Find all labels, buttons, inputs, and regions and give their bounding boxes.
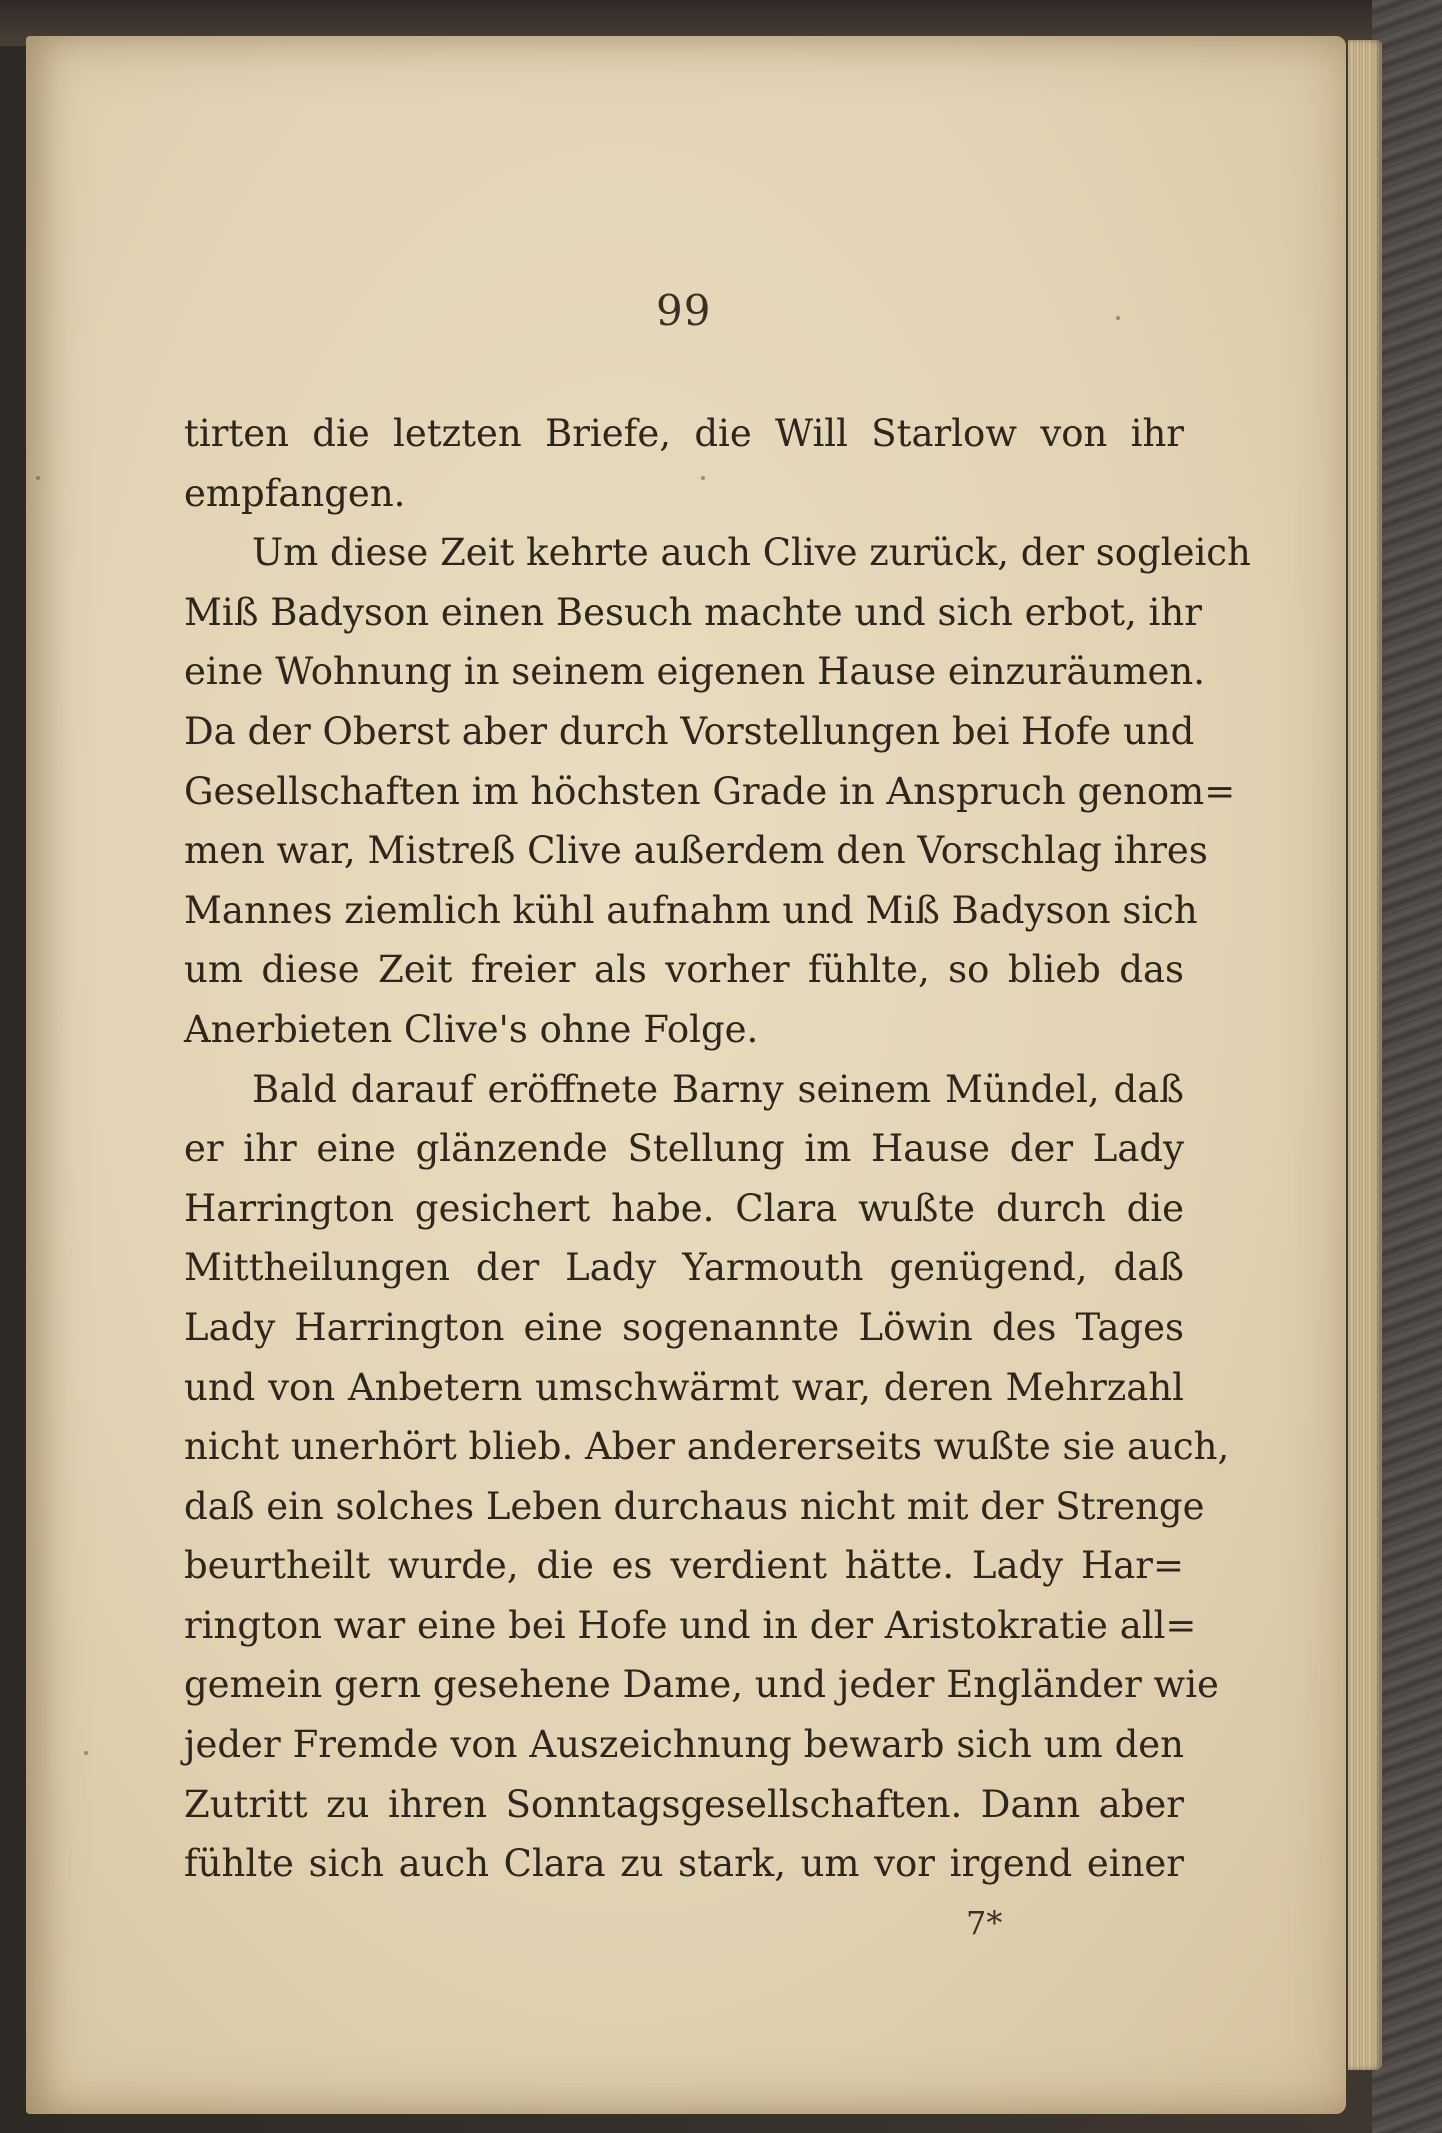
text-line: gemein gern gesehene Dame, und jeder Engländer wie [184,1663,1219,1707]
book-cover-edge [1372,0,1442,2133]
text-line: rington war eine bei Hofe und in der Aristokratie all= [184,1603,1197,1647]
body-text [184,404,1251,1894]
text-line: Anerbieten Clive's ohne Folge. [184,1007,759,1051]
text-line: nicht unerhört blieb. Aber andererseits wußte sie auch, [184,1425,1230,1469]
text-line: empfangen. [184,471,406,515]
paper-speck [84,1751,88,1755]
text-line: Lady Harrington eine sogenannte Löwin des Tages [184,1305,1184,1349]
text-line: Mittheilungen der Lady Yarmouth genügend, daß [184,1246,1184,1290]
text-line: Miß Badyson einen Besuch machte und sich erbot, ihr [184,590,1202,634]
text-line: Zutritt zu ihren Sonntagsgesellschaften. Dann aber [184,1782,1184,1826]
paper-speck [36,476,40,480]
text-line: fühlte sich auch Clara zu stark, um vor irgend einer [184,1842,1184,1886]
text-line: daß ein solches Leben durchaus nicht mit der Strenge [184,1484,1205,1528]
page-number: 99 [656,286,712,335]
page-edges [1348,40,1382,2070]
text-line: Da der Oberst aber durch Vorstellungen bei Hofe und [184,709,1195,753]
text-line: men war, Mistreß Clive außerdem den Vorschlag ihres [184,829,1208,873]
text-line: Mannes ziemlich kühl aufnahm und Miß Badyson sich [184,888,1198,932]
book-page [26,36,1346,2114]
text-line: und von Anbetern umschwärmt war, deren Mehrzahl [184,1365,1184,1409]
signature-mark: 7* [966,1904,1003,1942]
paper-speck [701,476,705,480]
text-line: Um diese Zeit kehrte auch Clive zurück, der sogleich [252,531,1251,575]
text-line: jeder Fremde von Auszeichnung bewarb sich um den [184,1723,1184,1767]
text-line: Harrington gesichert habe. Clara wußte durch die [184,1186,1184,1230]
text-line: beurtheilt wurde, die es verdient hätte. Lady Har= [184,1544,1184,1588]
text-line: tirten die letzten Briefe, die Will Starlow von ihr [184,412,1184,455]
text-line: eine Wohnung in seinem eigenen Hause einzuräumen. [184,650,1205,694]
text-line: um diese Zeit freier als vorher fühlte, so blieb das [184,948,1184,992]
paper-speck [1116,316,1120,320]
text-line: er ihr eine glänzende Stellung im Hause der Lady [184,1127,1184,1171]
text-line: Gesellschaften im höchsten Grade in Anspruch genom= [184,769,1236,813]
text-line: Bald darauf eröffnete Barny seinem Mündel, daß [252,1067,1184,1111]
